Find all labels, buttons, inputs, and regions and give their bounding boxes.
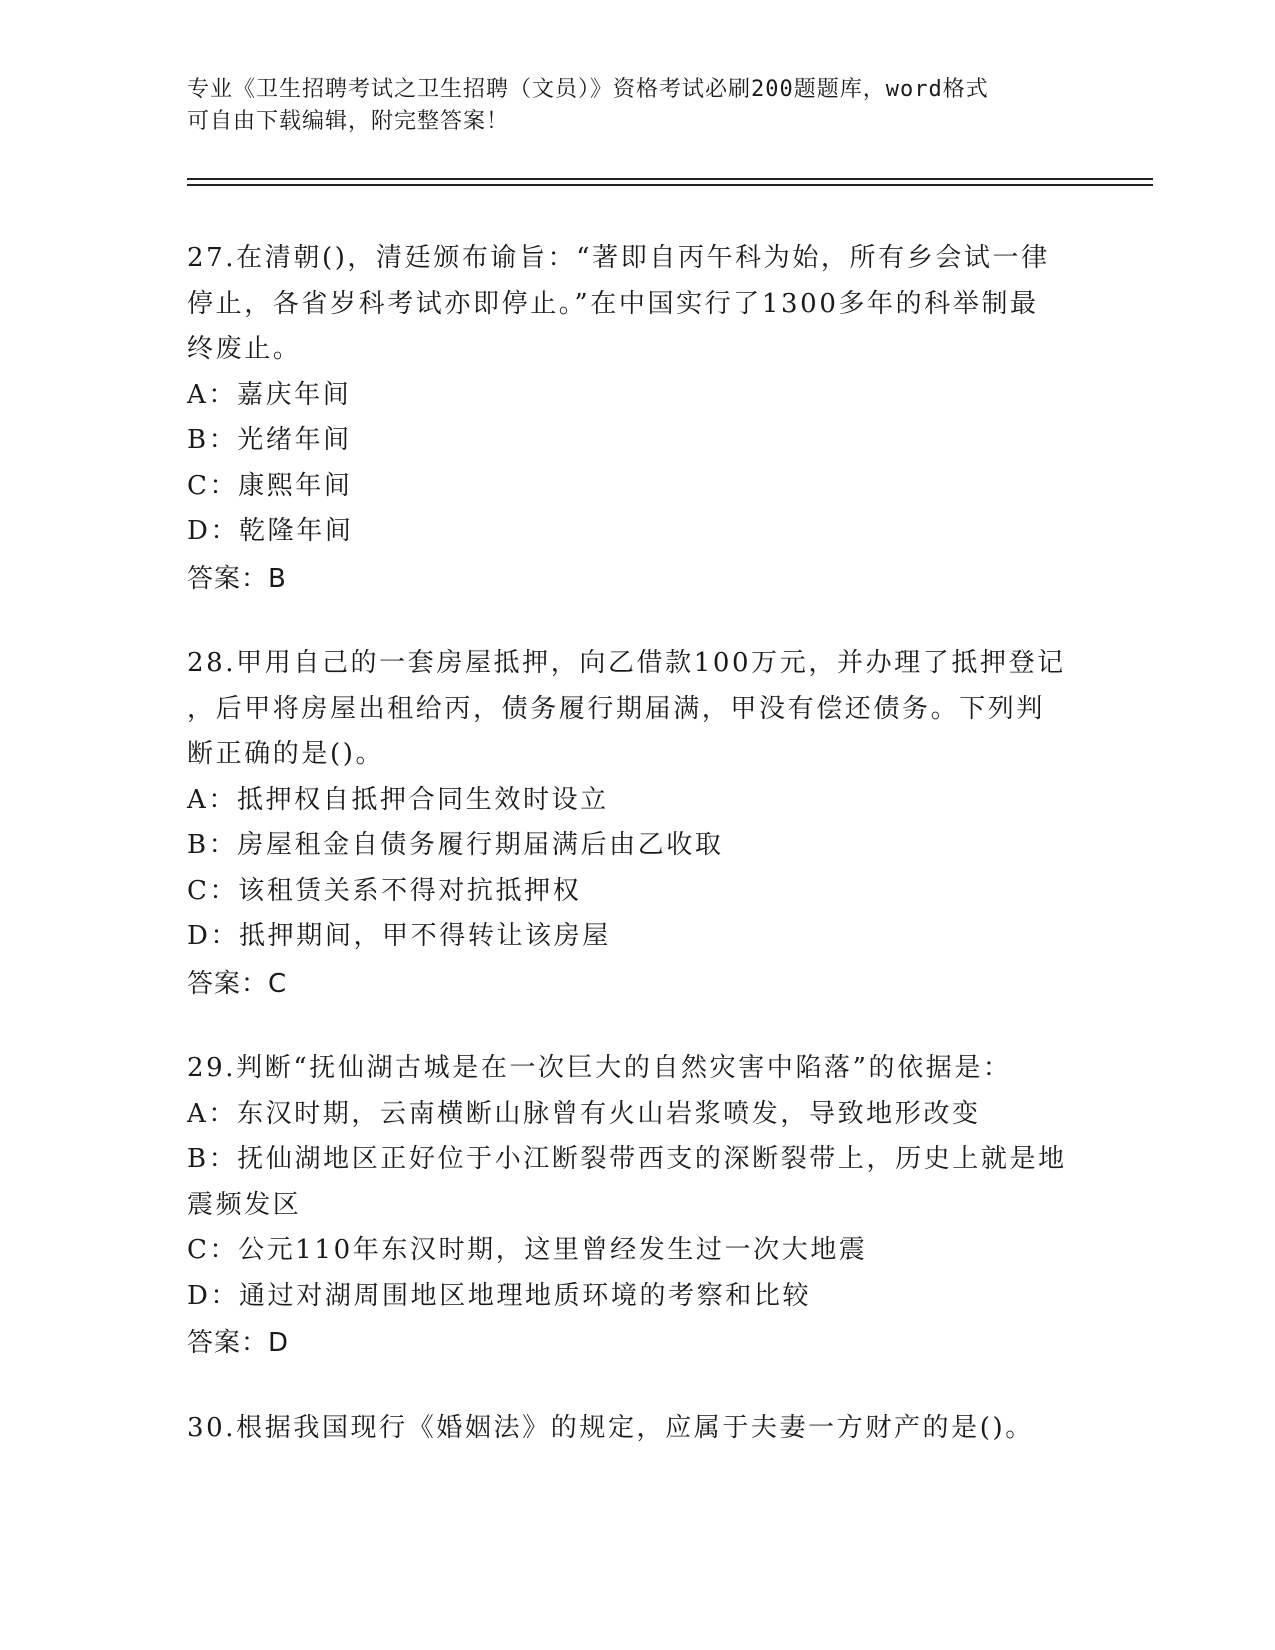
option-d: D：通过对湖周围地区地理地质环境的考察和比较 bbox=[187, 1280, 812, 1311]
question-29 bbox=[187, 1046, 1087, 1367]
option-a: A：东汉时期，云南横断山脉曾有火山岩浆喷发，导致地形改变 bbox=[187, 1098, 981, 1129]
option-b: B：房屋租金自债务履行期届满后由乙收取 bbox=[187, 830, 724, 860]
document-header bbox=[187, 74, 1067, 138]
header-line-2: 可自由下载编辑，附完整答案！ bbox=[187, 109, 510, 134]
option-b: B：抚仙湖地区正好位于小江断裂带西支的深断裂带上，历史上就是地 bbox=[187, 1144, 1067, 1174]
question-stem-line: 30.根据我国现行《婚姻法》的规定，应属于夫妻一方财产的是()。 bbox=[187, 1412, 1034, 1443]
question-stem-line: 27.在清朝()，清廷颁布谕旨：“著即自丙午科为始，所有乡会试一律 bbox=[187, 243, 1050, 273]
question-stem-line: 停止，各省岁科考试亦即停止。”在中国实行了1300多年的科举制最 bbox=[187, 288, 1039, 319]
option-c: C：康熙年间 bbox=[187, 470, 353, 501]
question-27 bbox=[187, 236, 1087, 602]
header-divider-bottom bbox=[187, 184, 1153, 186]
option-d: D：抵押期间，甲不得转让该房屋 bbox=[187, 921, 611, 951]
option-c: C：公元110年东汉时期，这里曾经发生过一次大地震 bbox=[187, 1235, 868, 1265]
option-b-continued: 震频发区 bbox=[187, 1189, 302, 1220]
option-d: D：乾隆年间 bbox=[187, 516, 354, 546]
answer-label: 答案：D bbox=[187, 1328, 290, 1358]
question-stem-line: 终废止。 bbox=[187, 334, 302, 364]
question-list bbox=[187, 236, 1087, 1490]
question-stem-line: 29.判断“抚仙湖古城是在一次巨大的自然灾害中陷落”的依据是： bbox=[187, 1053, 1012, 1083]
header-line-1: 专业《卫生招聘考试之卫生招聘（文员）》资格考试必刷200题题库，word格式 bbox=[187, 77, 989, 102]
option-a: A：嘉庆年间 bbox=[187, 379, 352, 410]
answer-label: 答案：B bbox=[187, 563, 287, 594]
question-stem-line: ，后甲将房屋出租给丙，债务履行期届满，甲没有偿还债务。下列判 bbox=[187, 693, 1046, 724]
question-30 bbox=[187, 1406, 1087, 1452]
question-stem-line: 28.甲用自己的一套房屋抵押，向乙借款100万元，并办理了抵押登记 bbox=[187, 648, 1066, 678]
option-b: B：光绪年间 bbox=[187, 425, 352, 455]
option-a: A：抵押权自抵押合同生效时设立 bbox=[187, 784, 609, 815]
question-28 bbox=[187, 641, 1087, 1007]
question-stem-line: 断正确的是()。 bbox=[187, 739, 385, 769]
option-c: C：该租赁关系不得对抗抵押权 bbox=[187, 875, 582, 906]
header-divider-top bbox=[187, 178, 1153, 180]
answer-label: 答案：C bbox=[187, 968, 288, 999]
